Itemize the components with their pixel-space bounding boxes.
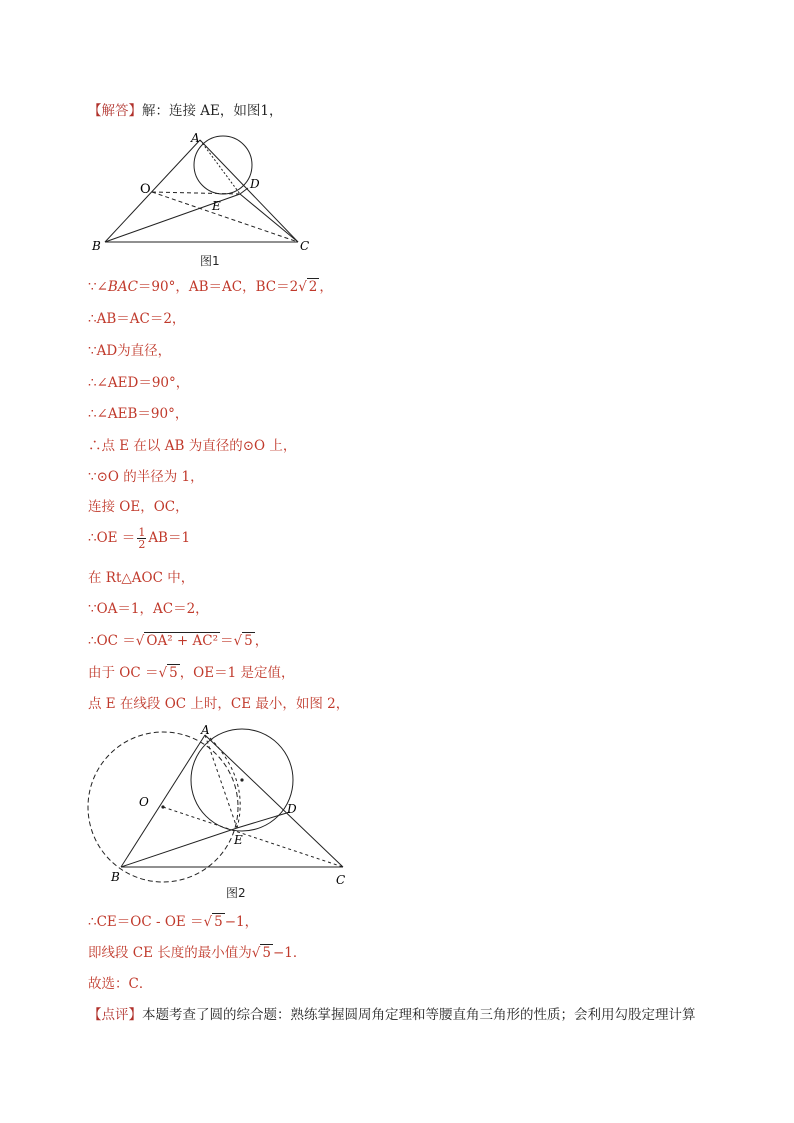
fig2-label-o: O (139, 795, 149, 809)
fig1-label-c: C (300, 239, 310, 253)
step-9-num: 1 (138, 526, 146, 539)
fig2-dashed-arc (210, 738, 240, 828)
figure-1 (90, 130, 330, 260)
step-1-bac: BAC (107, 279, 138, 295)
final-1-sqrt: √ 5 (203, 914, 223, 930)
fig2-segment-ed (237, 812, 290, 828)
step-12 (88, 632, 268, 650)
fig1-label-b: B (92, 239, 101, 253)
step-8: 连接 OE，OC， (88, 499, 189, 515)
figure-2 (85, 720, 355, 890)
fig2-dashed-oc (163, 807, 343, 867)
step-13-post: ，OE＝1 是定值， (179, 665, 295, 681)
step-9-post: AB＝1 (148, 530, 191, 546)
step-12-radicand-2: 5 (244, 633, 253, 649)
final-2-radicand: 5 (262, 945, 271, 961)
fig1-label-d: D (250, 177, 260, 191)
final-1-radicand: 5 (214, 914, 223, 930)
final-2-sqrt: √ 5 (251, 945, 271, 961)
comment-tag: 【点评】 (88, 1007, 142, 1023)
step-7: ∵⊙O 的半径为 1， (88, 469, 204, 485)
step-9 (88, 527, 190, 550)
step-13 (88, 664, 295, 682)
step-3: ∵AD为直径， (88, 343, 172, 359)
fig2-caption: 图2 (226, 886, 246, 900)
fig1-label-a: A (191, 131, 200, 145)
comment-line (88, 1006, 696, 1024)
fig1-segment-ec (240, 194, 298, 242)
fig2-center-ad (240, 778, 243, 781)
step-1-post: ， (319, 279, 333, 295)
fig2-side-ac (205, 735, 343, 867)
step-12-mid: ＝ (220, 633, 234, 649)
intro-text: 解：连接 AE，如图1， (142, 103, 283, 119)
step-13-pre: 由于 OC ＝ (88, 665, 159, 681)
final-3: 故选：C． (88, 976, 153, 992)
step-9-pre: ∴OE ＝ (88, 530, 136, 546)
fig2-label-c: C (336, 873, 346, 887)
fig1-side-ab (105, 140, 200, 242)
fig1-segment-ed (240, 188, 248, 194)
fig1-dotted-ae (200, 140, 240, 194)
step-9-den: 2 (138, 538, 146, 551)
step-9-fraction (137, 527, 146, 550)
step-13-sqrt: √ 5 (158, 665, 178, 681)
fig2-label-d: D (287, 802, 297, 816)
step-1-mid: ＝90°，AB＝AC，BC＝2 (137, 279, 299, 295)
step-12-radicand-1: OA² + AC² (146, 633, 219, 649)
fig2-label-a: A (201, 723, 210, 737)
answer-header (88, 102, 282, 120)
step-12-sqrt-1: √ OA² + AC² (135, 633, 219, 649)
step-5: ∴∠AEB＝90°， (88, 406, 189, 422)
step-4: ∴∠AED＝90°， (88, 375, 190, 391)
fig2-label-b: B (111, 870, 120, 884)
step-13-radicand: 5 (169, 665, 178, 681)
fig2-label-e: E (234, 833, 243, 847)
step-11: ∵OA＝1，AC＝2， (88, 601, 209, 617)
step-12-sqrt-2: √ 5 (233, 633, 253, 649)
fig1-label-e: E (212, 199, 221, 213)
final-2-post: −1． (272, 945, 307, 961)
final-1 (88, 913, 258, 931)
step-10: 在 Rt△AOC 中， (88, 570, 195, 586)
final-1-pre: ∴CE＝OC - OE ＝ (88, 914, 204, 930)
step-2: ∴AB＝AC＝2， (88, 311, 186, 327)
fig2-center-o (161, 805, 164, 808)
step-14: 点 E 在线段 OC 上时，CE 最小，如图 2， (88, 696, 350, 712)
final-2 (88, 944, 306, 962)
final-1-post: −1， (224, 914, 259, 930)
fig2-segment-be (121, 828, 237, 867)
fig1-caption: 图1 (200, 254, 220, 268)
final-2-pre: 即线段 CE 长度的最小值为 (88, 945, 252, 961)
fig2-side-ab (121, 735, 205, 867)
step-1-pre: ∵∠ (88, 279, 108, 295)
step-1-radicand: 2 (308, 279, 318, 295)
fig1-circle-ad (194, 136, 252, 194)
step-6: ∴点 E 在以 AB 为直径的⊙O 上， (88, 438, 297, 454)
fig1-label-o: O (140, 182, 151, 197)
answer-tag: 【解答】 (88, 103, 142, 119)
step-12-post: ， (254, 633, 269, 649)
step-1-sqrt: √ 2 (298, 279, 318, 295)
comment-text: 本题考查了圆的综合题：熟练掌握圆周角定理和等腰直角三角形的性质；会利用勾股定理计算 (142, 1007, 696, 1023)
fig2-dashed-ae (205, 735, 237, 828)
step-12-pre: ∴OC ＝ (88, 633, 136, 649)
step-1 (88, 278, 333, 296)
fig1-side-ac (200, 140, 298, 242)
